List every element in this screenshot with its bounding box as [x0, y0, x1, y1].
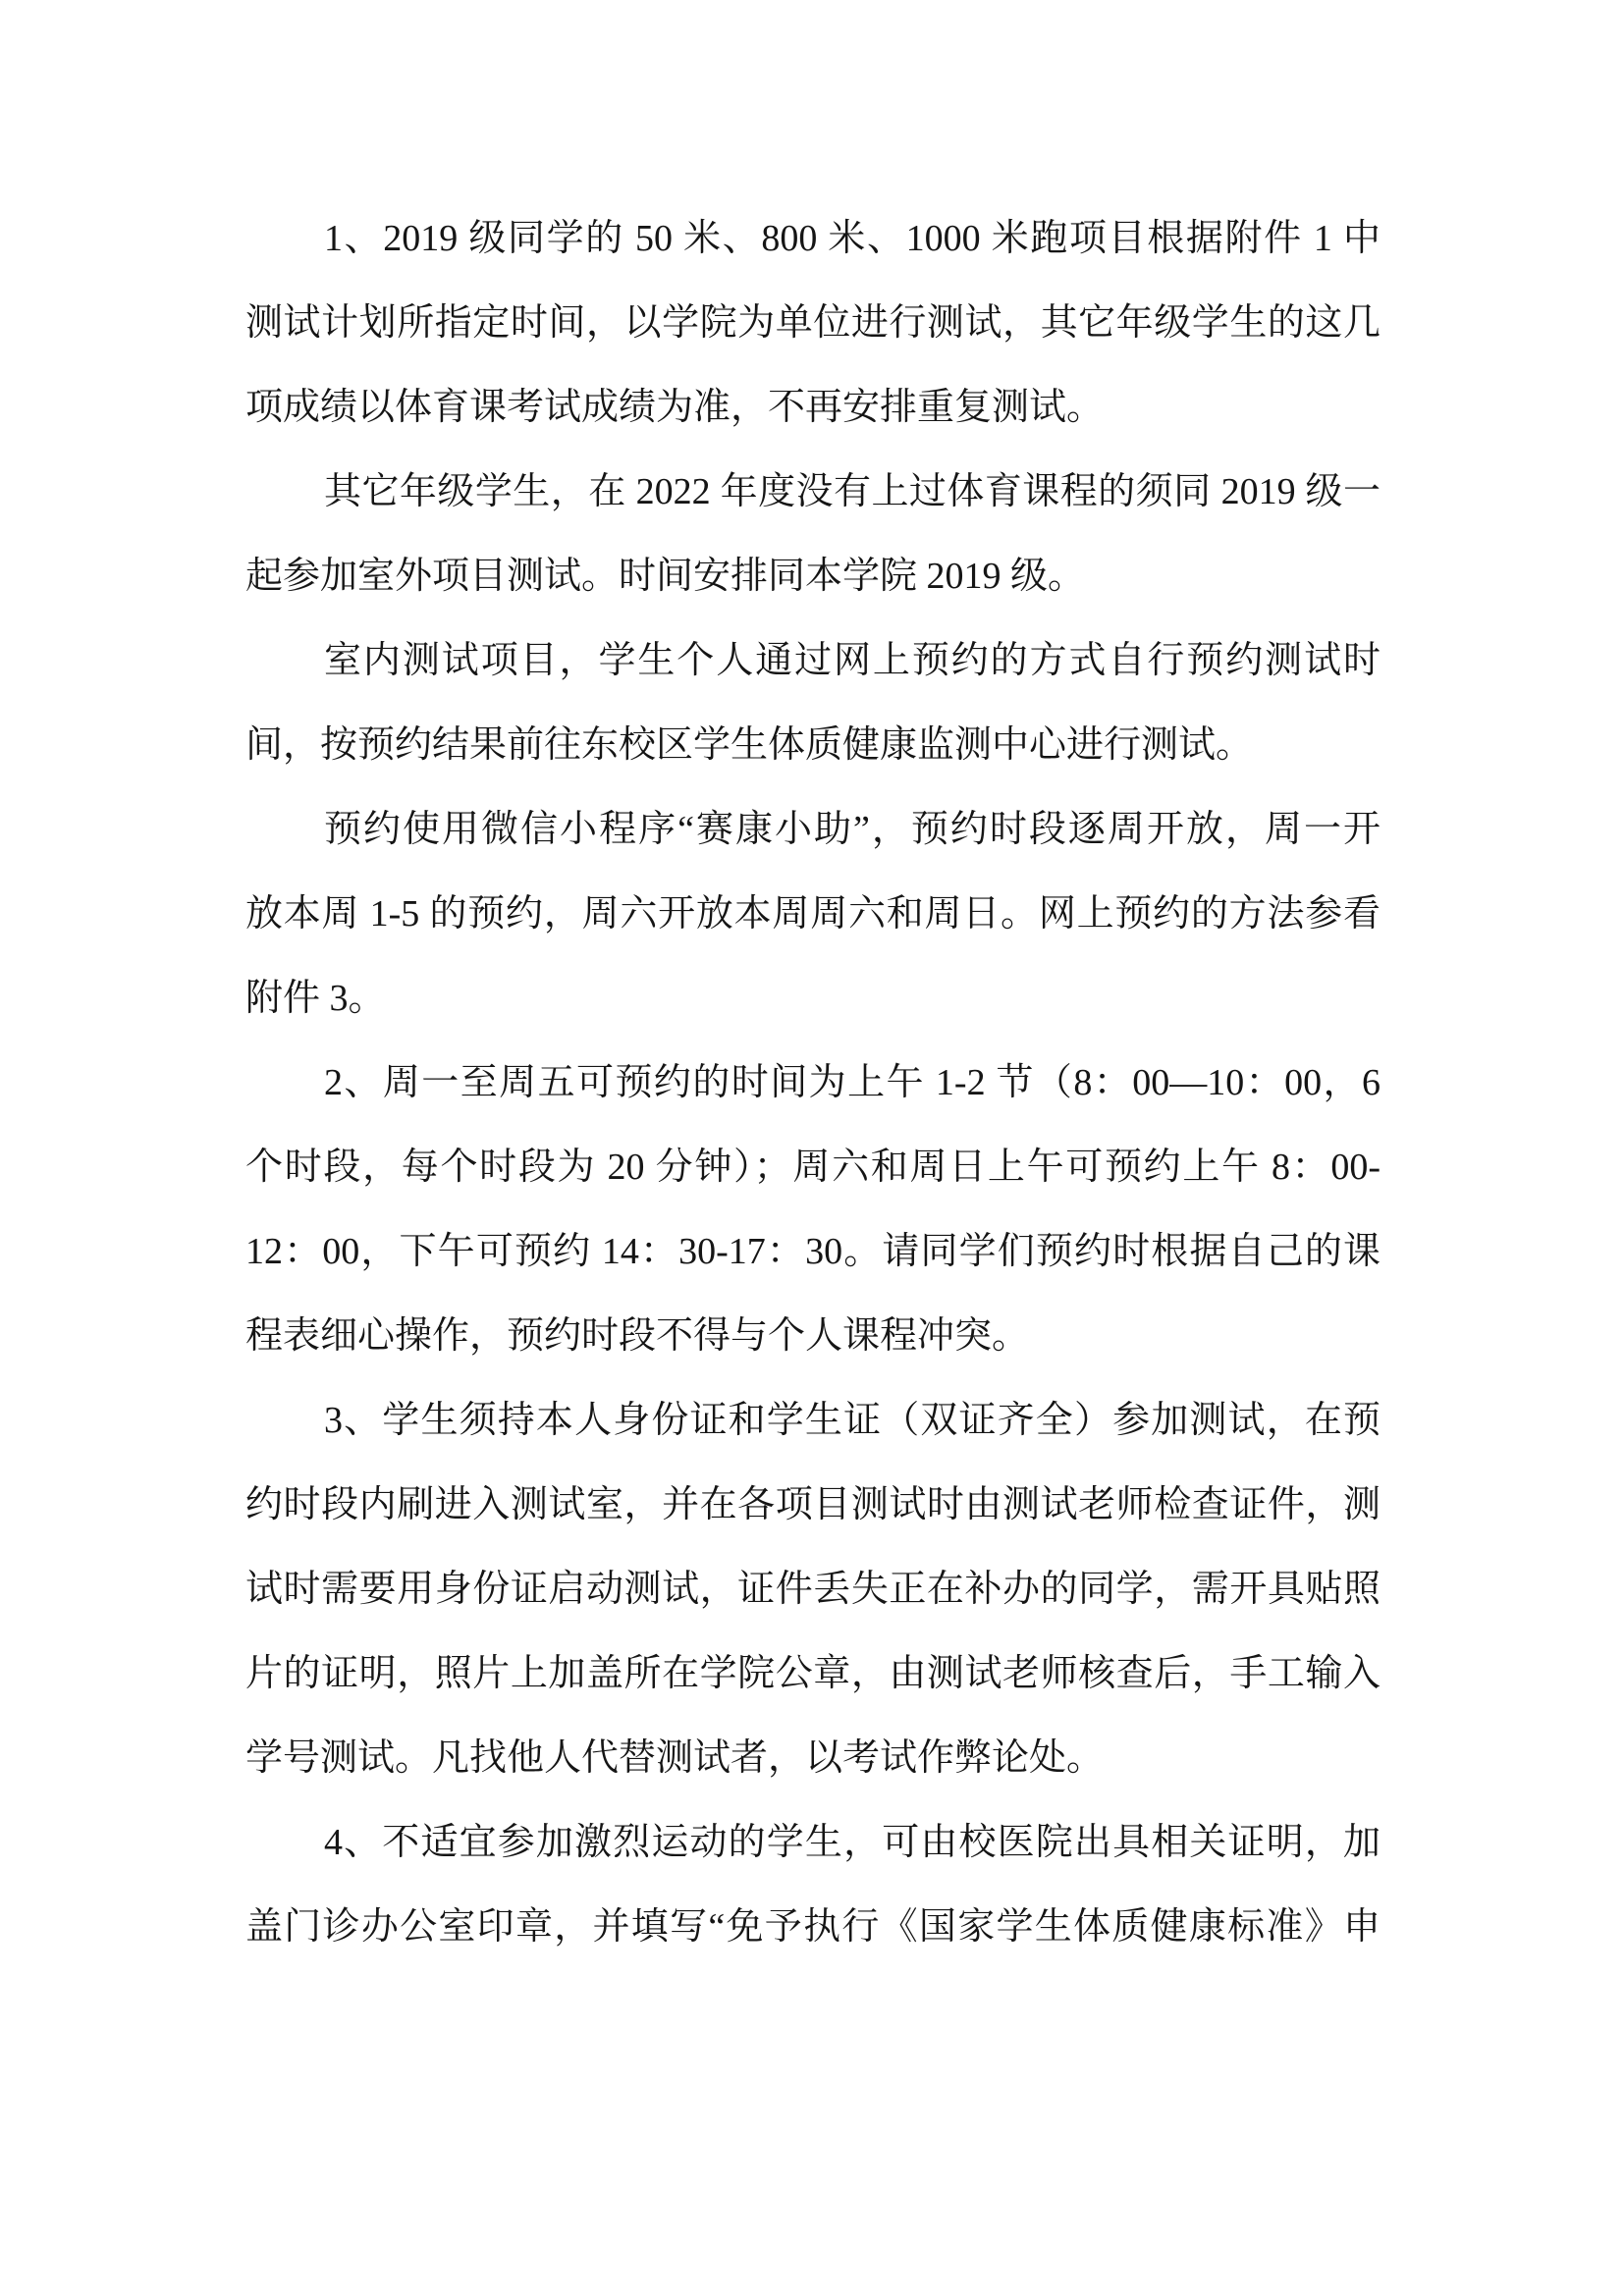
text-line: 片的证明，照片上加盖所在学院公章，由测试老师核查后，手工输入 — [245, 1653, 1380, 1694]
text-line: 预约使用微信小程序“赛康小助”，预约时段逐周开放，周一开 — [324, 809, 1380, 850]
text-line: 附件 3。 — [245, 978, 386, 1019]
text-line: 盖门诊办公室印章，并填写“免予执行《国家学生体质健康标准》申 — [245, 1906, 1380, 1948]
text-line: 1、2019 级同学的 50 米、800 米、1000 米跑项目根据附件 1 中 — [324, 218, 1380, 259]
text-line: 12：00，下午可预约 14：30-17：30。请同学们预约时根据自己的课 — [245, 1231, 1380, 1272]
text-line: 项成绩以体育课考试成绩为准，不再安排重复测试。 — [245, 387, 1105, 428]
text-line: 试时需要用身份证启动测试，证件丢失正在补办的同学，需开具贴照 — [245, 1569, 1380, 1610]
text-line: 间，按预约结果前往东校区学生体质健康监测中心进行测试。 — [245, 724, 1254, 766]
text-line: 3、学生须持本人身份证和学生证（双证齐全）参加测试，在预 — [324, 1400, 1380, 1441]
text-line: 个时段，每个时段为 20 分钟）；周六和周日上午可预约上午 8：00- — [245, 1147, 1380, 1188]
text-line: 室内测试项目，学生个人通过网上预约的方式自行预约测试时 — [324, 640, 1380, 681]
text-line: 4、不适宜参加激烈运动的学生，可由校医院出具相关证明，加 — [324, 1822, 1380, 1863]
text-line: 测试计划所指定时间，以学院为单位进行测试，其它年级学生的这几 — [245, 302, 1380, 344]
text-line: 程表细心操作，预约时段不得与个人课程冲突。 — [245, 1315, 1030, 1357]
text-line: 放本周 1-5 的预约，周六开放本周周六和周日。网上预约的方法参看 — [245, 893, 1380, 934]
text-line: 其它年级学生，在 2022 年度没有上过体育课程的须同 2019 级一 — [324, 471, 1380, 512]
text-line: 2、周一至周五可预约的时间为上午 1-2 节（8：00—10：00，6 — [324, 1062, 1380, 1103]
document-text-block — [245, 196, 1380, 1969]
text-line: 学号测试。凡找他人代替测试者，以考试作弊论处。 — [245, 1737, 1105, 1779]
text-line: 约时段内刷进入测试室，并在各项目测试时由测试老师检查证件，测 — [245, 1484, 1380, 1525]
text-line: 起参加室外项目测试。时间安排同本学院 2019 级。 — [245, 556, 1086, 597]
